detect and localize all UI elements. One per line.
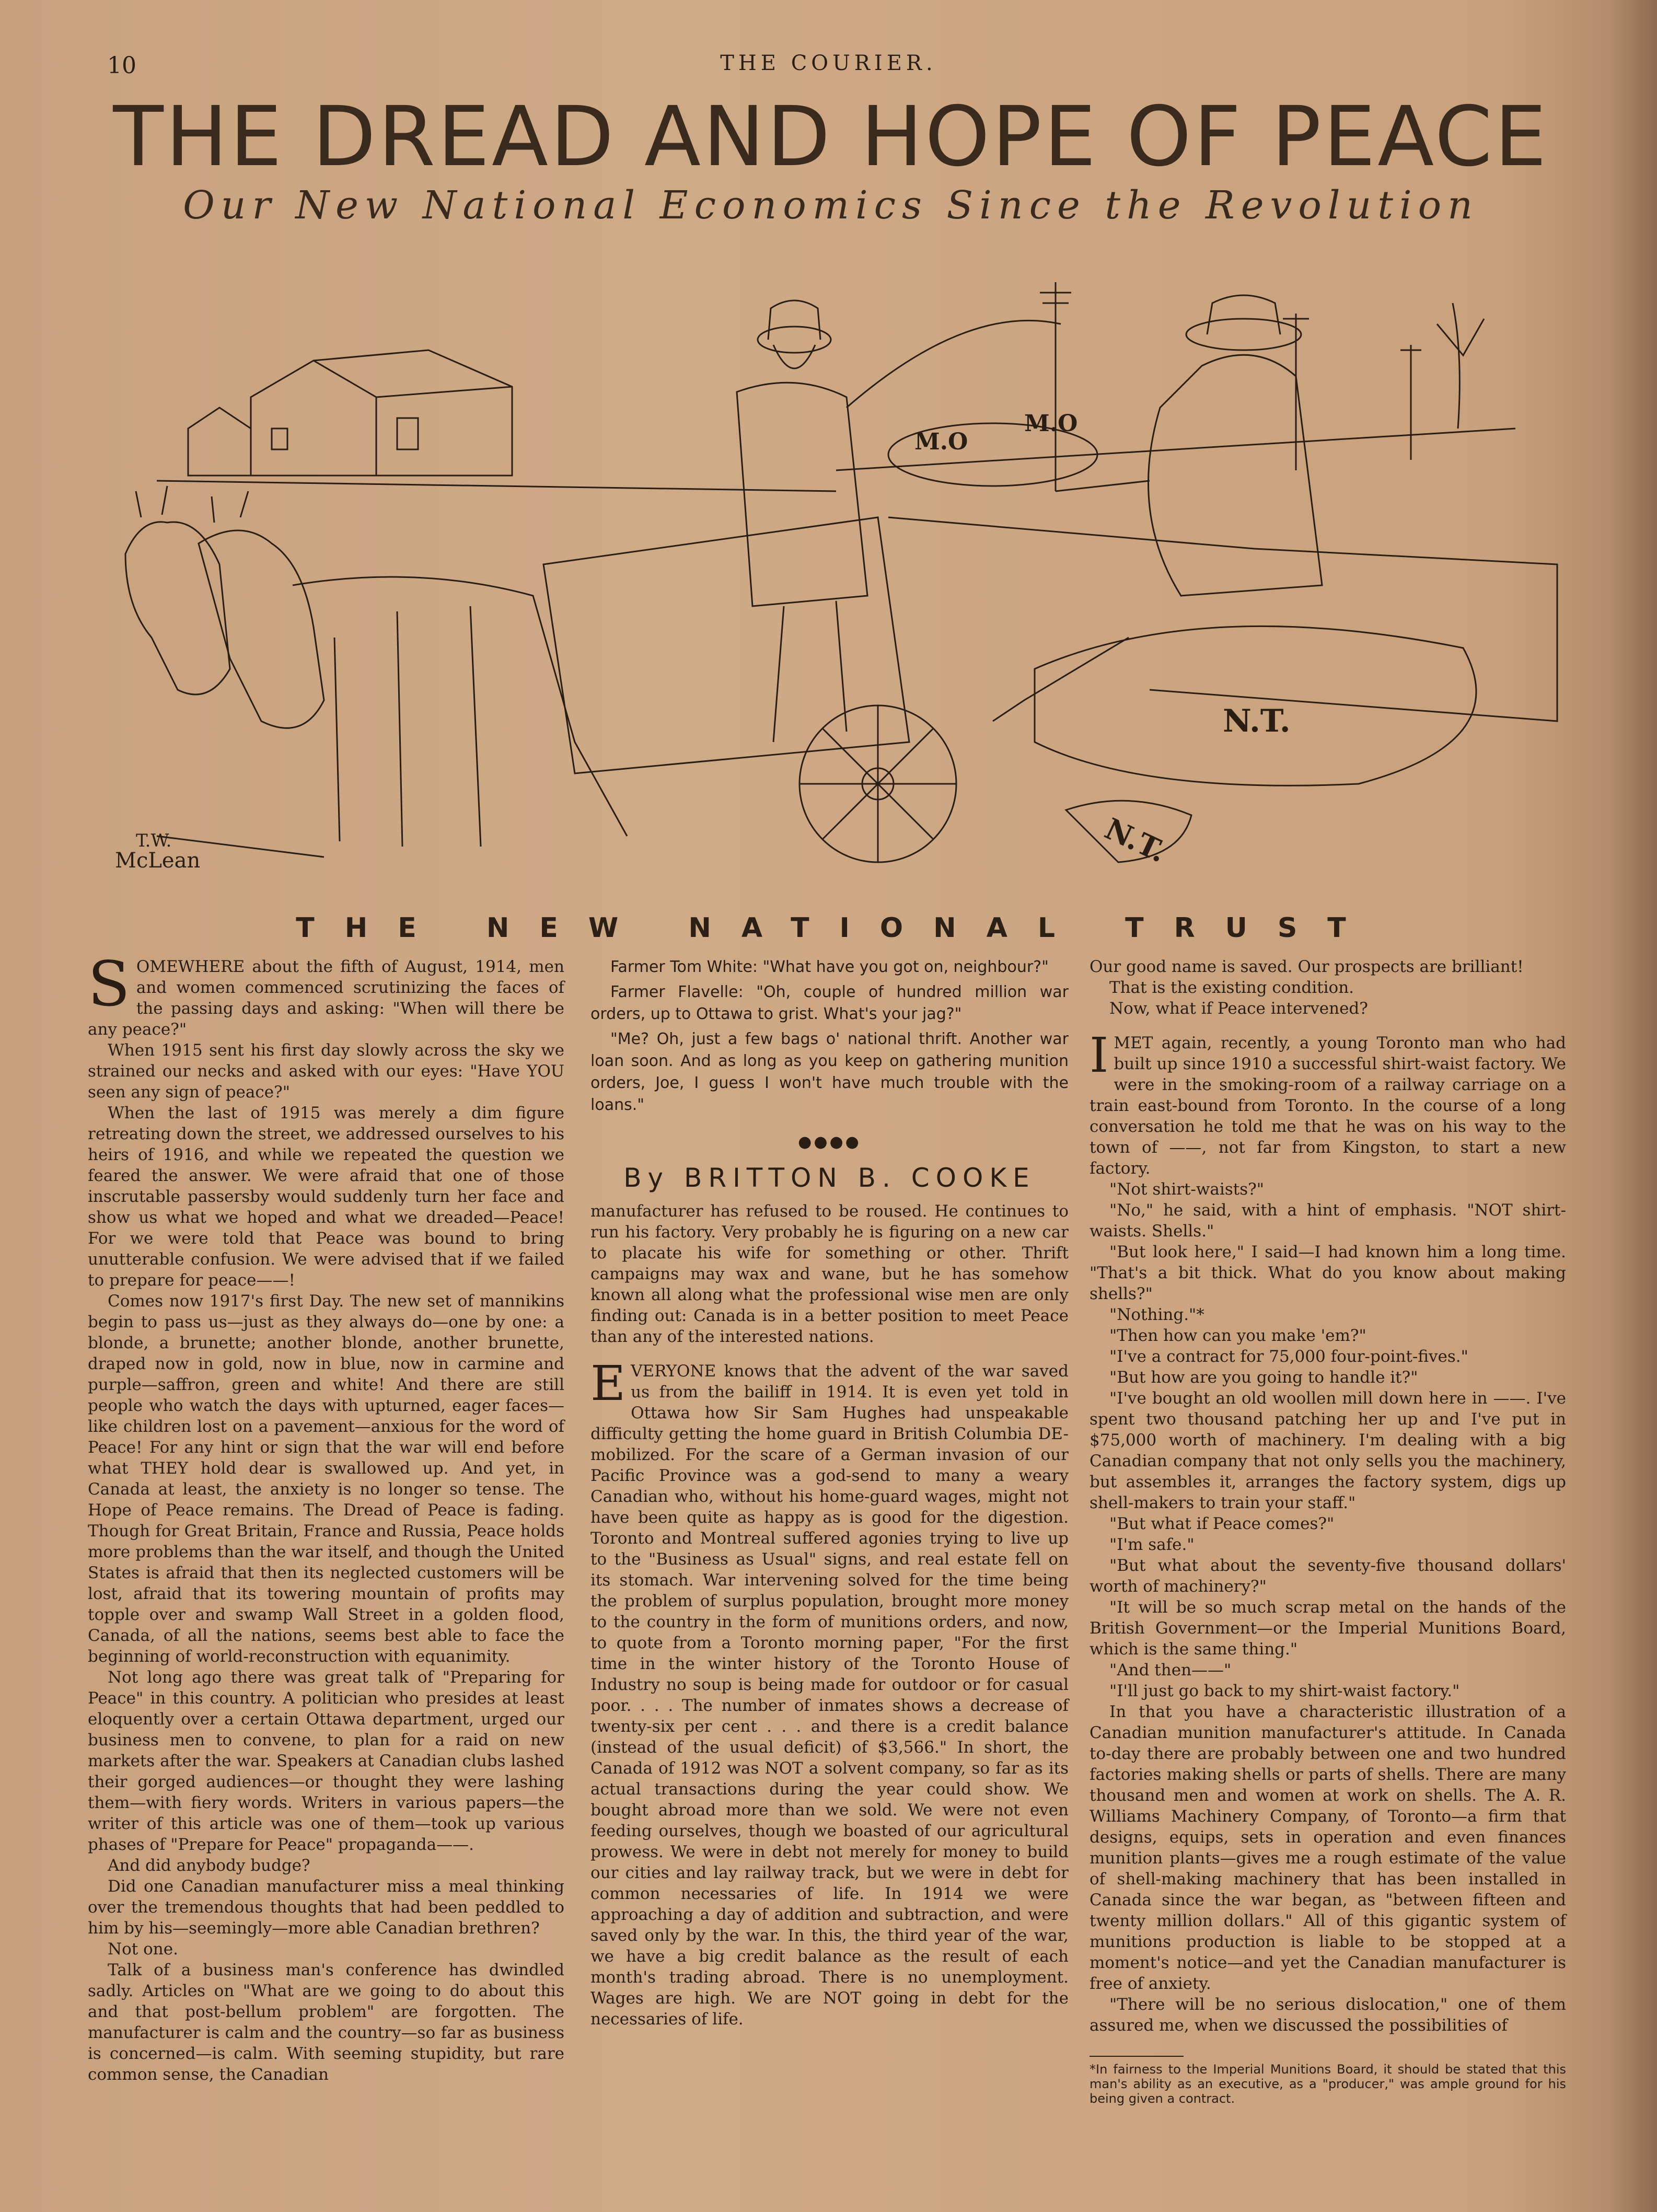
sack-label-nt: N.T. (1223, 703, 1291, 739)
dialogue-line: "Not shirt-waists?" (1109, 1180, 1264, 1199)
running-head: THE COURIER. (720, 51, 937, 75)
wagon-label-mo-2: M.O (1024, 410, 1078, 437)
section-divider: ●●●● (798, 1133, 861, 1151)
telegraph-poles (836, 282, 1515, 491)
dialogue-line: "I've bought an old woollen mill down here in ——. I've spent two thousand patching her up and I've put in $75,000 worth of machinery. I'm dealing with a big Canadian company that not only sells you the machinery, but assembles it, arranges the factory system, digs up shell-makers to train your staff." (1090, 1389, 1566, 1512)
farm-buildings (157, 350, 836, 491)
cartoon-illustration (105, 272, 1568, 904)
dialogue-line: "I've a contract for 75,000 four-point-fives." (1109, 1347, 1468, 1366)
column-2 (590, 956, 1069, 2030)
subheadline: Our New National Economics Since the Revolution (183, 183, 1479, 228)
dialogue-line: "And then——" (1109, 1661, 1232, 1680)
sack-label-nt-2: N.T. (1099, 811, 1172, 870)
paragraph: MET again, recently, a young Toronto man who had built up since 1910 a successful shirt-waist factory. We were in the smoking-room of a railway carriage on a train east-bound from Toronto. In the course of a long conversation he told me that he was on his way to the town of ——, not far from Kingston, to start a new factory. (1090, 1034, 1566, 1178)
left-horses (125, 486, 627, 857)
paragraph: "There will be no serious dislocation," one of them assured me, when we discussed the possibilities of (1090, 1995, 1566, 2035)
dialogue-box (590, 956, 1069, 1116)
byline: By BRITTON B. COOKE (623, 1163, 1036, 1193)
dialogue-line: "Me? Oh, just a few bags o' national thrift. Another war loan soon. And as long as you keep on gathering munition orders, Joe, I guess I won't have much trouble with the loans." (590, 1030, 1069, 1114)
dialogue-line: "I'll just go back to my shirt-waist factory." (1109, 1682, 1460, 1700)
paragraph: When the last of 1915 was merely a dim figure retreating down the street, we addressed ourselves to his heirs of 1916, and while we repeated the question we feared the answer. We were afraid that one of those inscrutable passersby would suddenly turn her face and show us what we hoped and what we dreaded—Peace! For we were told that Peace was bound to bring unutterable confusion. We were advised that if we failed to prepare for peace——! (88, 1104, 564, 1290)
paragraph: Comes now 1917's first Day. The new set of mannikins begin to pass us—just as they always do—one by one: a blonde, a brunette; another blonde, another brunette, draped now in gold, now in blue, now in carmine and purple—saffron, green and white! And there are still people who watch the days with upturned, eager faces—like children lost on a pavement—anxious for the word of Peace! For any hint or sign that the war will end before what THEY hold dear is swallowed up. And yet, in Canada at least, the anxiety is no longer so tense. The Hope of Peace remains. The Dread of Peace is fading. Though for Great Britain, France and Russia, Peace holds more problems than the war itself, and though the United States is afraid that then its neglected customers will be lost, afraid that its towering mountain of profits may topple over and swamp Wall Street in a golden flood, Canada, of all the nations, seems best able to face the beginning of world-reconstruction with equanimity. (88, 1292, 564, 1666)
old-man-figure (737, 300, 1061, 742)
dialogue-line: Farmer Flavelle: "Oh, couple of hundred million war orders, up to Ottawa to grist. What's your jag?" (590, 983, 1069, 1023)
dialogue-line: "Then how can you make 'em?" (1109, 1326, 1366, 1345)
paragraph: Not long ago there was great talk of "Preparing for Peace" in this country. A politician who presides at least eloquently over a certain Ottawa department, urged our business men to convene, to plan for a raid on new markets after the war. Speakers at Canadian clubs lashed their gorged audiences—or thought they were lashing them—with fiery words. Writers in various papers—the writer of this article was one of them—took up various phases of "Prepare for Peace" propaganda——. (88, 1668, 564, 1854)
dialogue-line: "It will be so much scrap metal on the hands of the British Government—or the Imperial Munitions Board, which is the same thing." (1090, 1598, 1566, 1659)
footnote: *In fairness to the Imperial Munitions Board, it should be stated that this man's ability as an executive, as a "producer," was ample ground for his being given a contract. (1090, 2062, 1566, 2106)
paragraph: Did one Canadian manufacturer miss a meal thinking over the tremendous thoughts that had been peddled to him by his—seemingly—more able Canadian brethren? (88, 1877, 564, 1938)
paragraph: Talk of a business man's conference has dwindled sadly. Articles on "What are we going to do about this and that post-bellum problem" are forgotten. The manufacturer is calm and the country—so far as business is concerned—is calm. With seeming stupidity, but rare common sense, the Canadian (88, 1961, 564, 2084)
paragraph: When 1915 sent his first day slowly across the sky we strained our necks and asked with our eyes: "Have YOU seen any sign of peace?" (88, 1041, 564, 1102)
paragraph: Now, what if Peace intervened? (1109, 999, 1368, 1018)
dialogue-line: "Nothing."* (1109, 1305, 1204, 1324)
artist-signature-initials: T.W. (136, 830, 172, 851)
wagon-label-mo: M.O (914, 428, 968, 455)
column-1 (88, 948, 564, 2085)
drop-cap: I (1090, 1027, 1109, 1083)
dialogue-line: "But what about the seventy-five thousand dollars' worth of machinery?" (1090, 1556, 1566, 1596)
page-number: 10 (107, 52, 136, 79)
paragraph: In that you have a characteristic illustration of a Canadian munition manufacturer's attitude. In Canada to-day there are probably between one and two hundred factories making shells or parts of shells. There are many thousand men and women at work on shells. The A. R. Williams Machinery Company, of Toronto—a firm that designs, equips, sets in operation and even finances munition plants—gives me a rough estimate of the value of shell-making machinery that has been installed in Canada since the war began, as "between fifteen and twenty million dollars." All of this gigantic system of munitions production is liable to be stopped at a moment's notice—and yet the Canadian manufacturer is free of anxiety. (1090, 1703, 1566, 1993)
paragraph: VERYONE knows that the advent of the war saved us from the bailiff in 1914. It is even yet told in Ottawa how Sir Sam Hughes had unspeakable difficulty getting the home guard in British Columbia DE-mobilized. For the scare of a German invasion of our Pacific Province was a god-send to many a weary Canadian who, without his home-guard wages, might not have been quite as happy as is good for the digestion. Toronto and Montreal suffered agonies trying to live up to the "Business as Usual" signs, and real estate fell on its stomach. War intervening solved for the time being the problem of surplus population, brought more money to the country in the form of munitions orders, and now, to quote from a Toronto morning paper, "For the first time in the winter history of the Toronto House of Industry no soup is being made for outdoor or for casual poor. . . . The number of inmates shows a decrease of twenty-six per cent . . . and there is a credit balance (instead of the usual deficit) of $3,566." In short, the Canada of 1912 was NOT a solvent company, so far as its actual transactions during the year could show. We bought abroad more than we sold. We were not even feeding ourselves, though we boasted of our agricultural prowess. We were in debt not merely for money to build our cities and lay railway track, but we were in debt for common necessaries of life. In 1914 we were approaching a day of addition and subtraction, and were saved only by the war. In this, the third year of the war, we have a big credit balance as the result of each month's trading abroad. There is no unemployment. Wages are high. We are NOT going in debt for the necessaries of life. (590, 1362, 1069, 2029)
dialogue-line: "But what if Peace comes?" (1109, 1514, 1335, 1533)
drop-cap: E (590, 1356, 626, 1411)
paragraph: manufacturer has refused to be roused. He continues to run his factory. Very probably he is figuring on a new car to placate his wife for something or other. Thrift campaigns may wax and wane, but he has somehow known all along what the professional wise men are only finding out: Canada is in a better position to meet Peace than any of the interested nations. (590, 1202, 1069, 1346)
dialogue-line: "I'm safe." (1109, 1535, 1195, 1554)
paragraph: That is the existing condition. (1109, 978, 1354, 997)
artist-signature-name: McLean (115, 849, 201, 873)
footnote-rule (1090, 2056, 1184, 2057)
dialogue-line: Farmer Tom White: "What have you got on, neighbour?" (610, 958, 1049, 976)
dialogue-line: "But look here," I said—I had known him a long time. "That's a bit thick. What do you know about making shells?" (1090, 1243, 1566, 1303)
paragraph: Not one. (108, 1940, 178, 1959)
headline: THE DREAD AND HOPE OF PEACE (113, 89, 1549, 185)
farmer-figure (993, 295, 1322, 721)
dialogue-line: "No," he said, with a hint of emphasis. "NOT shirt-waists. Shells." (1090, 1201, 1566, 1241)
paragraph: OMEWHERE about the fifth of August, 1914, men and women commenced scrutinizing the faces of the passing days and asking: "When will there be any peace?" (88, 957, 564, 1039)
paragraph: Our good name is saved. Our prospects are brilliant! (1090, 957, 1524, 976)
drop-cap: S (88, 948, 130, 1020)
dialogue-line: "But how are you going to handle it?" (1109, 1368, 1418, 1387)
illustration-caption: THE NEW NATIONAL TRUST (296, 912, 1376, 944)
column-3 (1090, 956, 1566, 2106)
paragraph: And did anybody budge? (108, 1856, 310, 1875)
nt-sack (1035, 626, 1476, 862)
